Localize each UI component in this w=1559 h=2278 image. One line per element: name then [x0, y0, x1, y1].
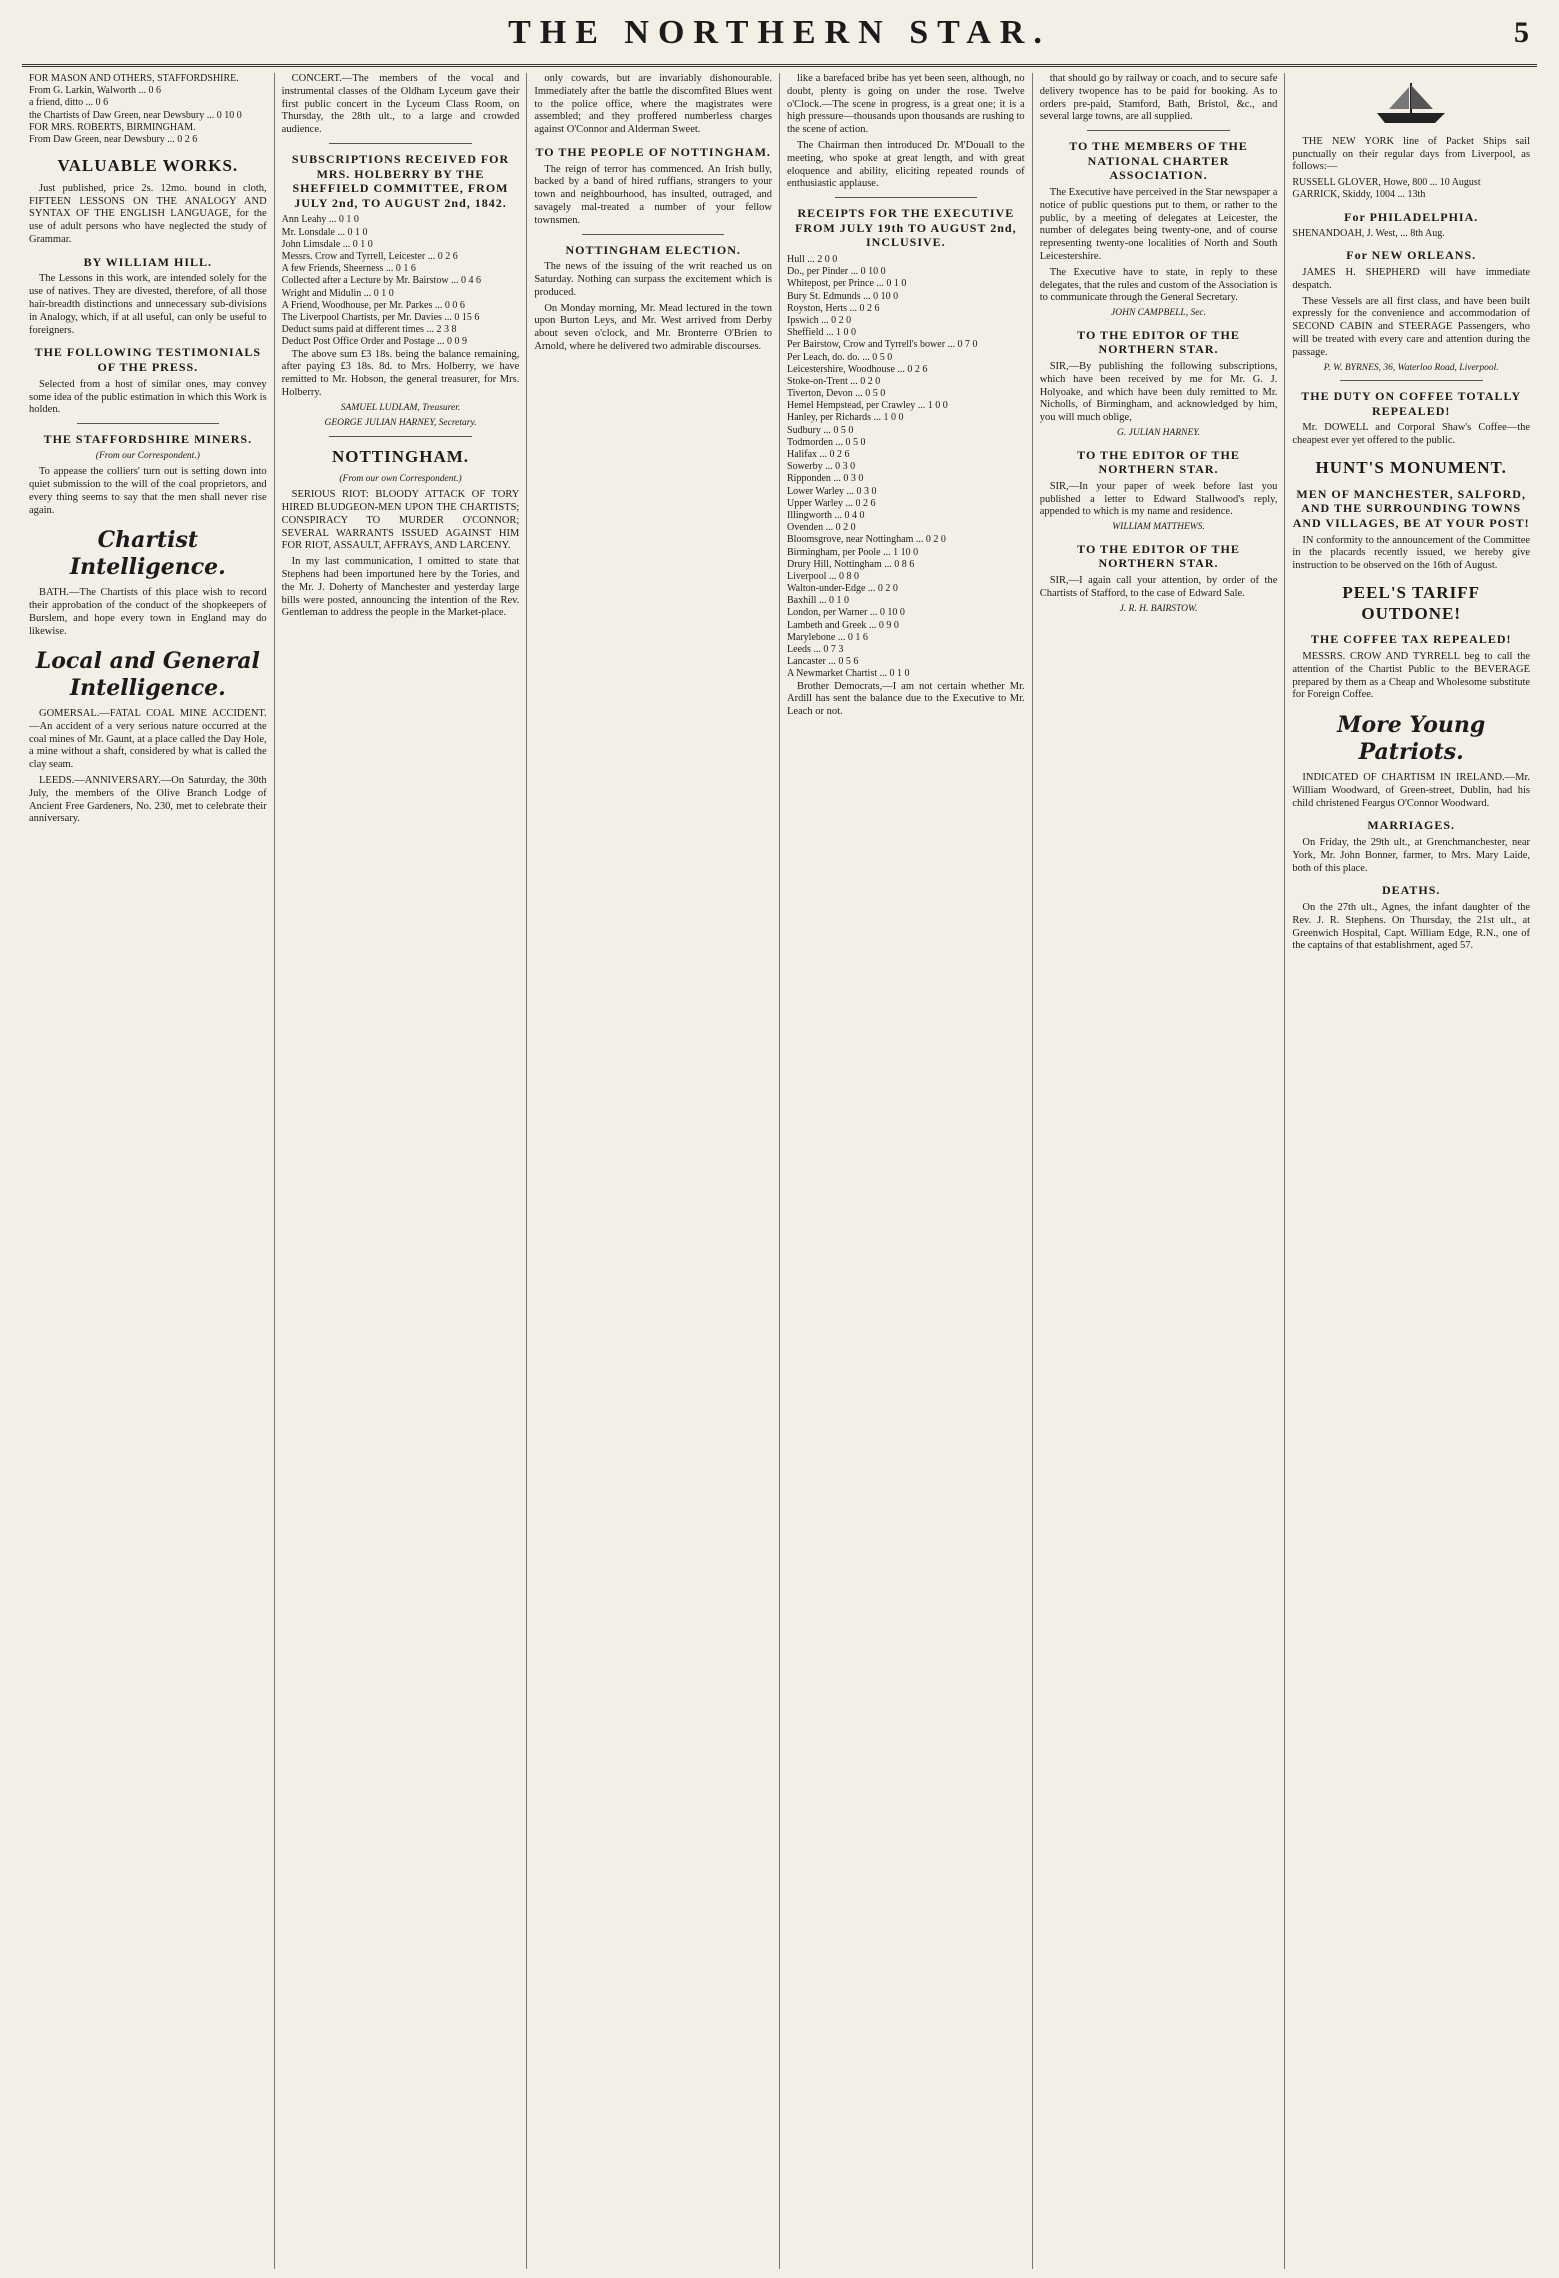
heading-new-orleans: For NEW ORLEANS. [1346, 248, 1477, 263]
ship-line: SHENANDOAH, J. West, ... 8th Aug. [1292, 228, 1445, 240]
heading-to-the-editor: TO THE EDITOR OF THE NORTHERN STAR. [1077, 541, 1240, 571]
signature: G. JULIAN HARNEY. [1117, 428, 1201, 439]
paragraph: that should go by railway or coach, and to secure safe delivery twopence has to be paid for booking. As to orders pre-paid, Stamford, Bath, Bristol, &c., and several large towns, are all supplied. [1039, 73, 1278, 123]
sub-line: Messrs. Crow and Tyrrell, Leicester ... 0 2 6 [281, 251, 458, 263]
heading-valuable-works: VALUABLE WORKS. [57, 156, 239, 176]
paragraph: like a barefaced bribe has yet been seen, although, no doubt, plenty is going on under the rose. Twelve o'Clock.—The scene in progress, is a great one; it is a high pressure—thousands upon thousands are rushing to the scene of action. [787, 73, 1025, 136]
receipt-line: Stoke-on-Trent ... 0 2 0 [787, 375, 881, 387]
ship-icon [1371, 79, 1451, 125]
column-3 [527, 73, 780, 2269]
receipt-line: Tiverton, Devon ... 0 5 0 [787, 388, 886, 400]
receipt-line: Sheffield ... 1 0 0 [787, 327, 856, 339]
masthead [22, 0, 1537, 67]
divider [1087, 130, 1230, 131]
paragraph: The Executive have to state, in reply to these delegates, that the rules and custom of the Association is to communicate through the General Secretary. [1039, 266, 1278, 304]
sub-line: From Daw Green, near Dewsbury ... 0 2 6 [29, 133, 198, 145]
heading-peels-tariff: PEEL'S TARIFF OUTDONE! [1342, 583, 1480, 623]
column-4 [780, 73, 1033, 2269]
sub-line: Collected after a Lecture by Mr. Bairstow ... 0 4 6 [281, 275, 482, 287]
receipt-line: Todmorden ... 0 5 0 [787, 436, 866, 448]
sub-line: Wright and Midulin ... 0 1 0 [281, 287, 394, 299]
paragraph: These Vessels are all first class, and have been built expressly for the convenience and accommodation of SECOND CABIN and STEERAGE Passengers, who will be treated with every care and attention during the passage. [1292, 295, 1531, 358]
column-2 [275, 73, 528, 2269]
sub-line: John Limsdale ... 0 1 0 [281, 238, 373, 250]
paragraph: The Executive have perceived in the Star newspaper a notice of public questions put to them, or rather to the public, by a meeting of delegates at Leicester, the number of delegates being twenty-one, and of course representing twenty-one localities of North and South Leicestershire. [1039, 187, 1278, 263]
divider [329, 436, 472, 437]
heading-to-the-members: TO THE MEMBERS OF THE NATIONAL CHARTER ASSOCIATION. [1069, 139, 1248, 183]
paragraph: SIR,—In your paper of week before last you published a letter to Edward Stallwood's reply, appended to which is my name and residence. [1039, 480, 1278, 518]
receipt-line: Marylebone ... 0 1 6 [787, 631, 868, 643]
columns [22, 73, 1537, 2269]
signature: P. W. BYRNES, 36, Waterloo Road, Liverpool. [1323, 362, 1499, 373]
heading-nottingham-election: NOTTINGHAM ELECTION. [565, 242, 741, 257]
heading-to-the-editor: TO THE EDITOR OF THE NORTHERN STAR. [1077, 447, 1240, 477]
heading-testimonials: THE FOLLOWING TESTIMONIALS OF THE PRESS. [34, 345, 262, 375]
sub-line: From G. Larkin, Walworth ... 0 6 [29, 85, 162, 97]
page-number: 5 [1514, 16, 1529, 49]
paragraph: The Chairman then introduced Dr. M'Douall to the meeting, who spoke at great length, and with great eloquence and ability, eliciting repeated rounds of enthusiastic applause. [787, 139, 1025, 190]
heading-hunts-monument: HUNT'S MONUMENT. [1315, 458, 1507, 477]
column-5 [1033, 73, 1286, 2269]
divider [77, 423, 220, 424]
receipt-line: Leeds ... 0 7 3 [787, 644, 844, 656]
heading-young-patriots: More Young Patriots. [1337, 712, 1486, 766]
column-1 [22, 73, 275, 2269]
receipt-line: Bloomsgrove, near Nottingham ... 0 2 0 [787, 534, 946, 546]
signature: J. R. H. BAIRSTOW. [1119, 603, 1198, 614]
receipt-line: Leicestershire, Woodhouse ... 0 2 6 [787, 363, 928, 375]
signature: SAMUEL LUDLAM, Treasurer. [340, 402, 461, 413]
paragraph: Just published, price 2s. 12mo. bound in cloth, FIFTEEN LESSONS ON THE ANALOGY AND SYNTAX OF THE ENGLISH LANGUAGE, for the use of adult persons who have neglected the study of Grammar. [29, 182, 267, 246]
receipt-line: Whitepost, per Prince ... 0 1 0 [787, 278, 907, 290]
receipt-line: Ipswich ... 0 2 0 [787, 314, 852, 326]
paragraph: The Lessons in this work, are intended solely for the use of natives. They are divested, therefore, of all those hair-breadth distinctions and unnecessary sub-divisions in Analogy, which, if at all useful, can only be useful to foreigners. [29, 273, 267, 336]
divider [1340, 380, 1483, 381]
column-6 [1285, 73, 1537, 2269]
heading-chartist-intelligence: Chartist Intelligence. [69, 527, 226, 581]
receipt-line: Illingworth ... 0 4 0 [787, 509, 865, 521]
paragraph: BATH.—The Chartists of this place wish to record their approbation of the conduct of the shopkeepers of Burslem, and hope every town in England may do likewise. [29, 587, 267, 637]
paragraph: On the 27th ult., Agnes, the infant daughter of the Rev. J. R. Stephens. On Thursday, the 21st ult., at Greenwich Hospital, Capt. William Edge, R.N., one of the captains of that establishment, aged 57. [1292, 901, 1531, 952]
sub-line: FOR MASON AND OTHERS, STAFFORDSHIRE. [29, 73, 239, 84]
signature: JOHN CAMPBELL, Sec. [1111, 308, 1207, 319]
subheading: (From our own Correspondent.) [339, 473, 462, 484]
receipts-list [787, 254, 1025, 681]
paragraph: On Monday morning, Mr. Mead lectured in the town upon Burton Leys, and Mr. West arrived from Derby about seven o'clock, and Mr. Bronterre O'Brien to Arnold, where he delivered two admirable discourses. [534, 302, 773, 352]
paragraph: SIR,—I again call your attention, by order of the Chartists of Stafford, to the case of Edward Sale. [1039, 575, 1278, 599]
paragraph: GOMERSAL.—FATAL COAL MINE ACCIDENT.—An accident of a very serious nature occurred at the coal mines of Mr. Gaunt, at a place called the Day Hole, a mine without a shaft, considered by what is called the clay seam. [29, 707, 267, 771]
subheading: (From our Correspondent.) [95, 450, 200, 461]
receipt-line: Ovenden ... 0 2 0 [787, 522, 856, 534]
signature: GEORGE JULIAN HARNEY, Secretary. [324, 418, 477, 429]
heading-philadelphia: For PHILADELPHIA. [1344, 209, 1479, 224]
heading-receipts: RECEIPTS FOR THE EXECUTIVE FROM JULY 19th TO AUGUST 2nd, INCLUSIVE. [795, 206, 1017, 250]
heading-staffordshire-miners: THE STAFFORDSHIRE MINERS. [43, 432, 253, 447]
receipt-line: Lower Warley ... 0 3 0 [787, 485, 877, 497]
receipt-line: Baxhill ... 0 1 0 [787, 595, 849, 607]
sub-line: Deduct Post Office Order and Postage ... 0 0 9 [281, 336, 468, 348]
paragraph: CONCERT.—The members of the vocal and instrumental classes of the Oldham Lyceum gave their first public concert in the Lyceum Class Room, on Thursday, the 28th ult., to a large and crowded audience. [281, 73, 520, 136]
sub-line: a friend, ditto ... 0 6 [29, 97, 109, 109]
receipt-line: Birmingham, per Poole ... 1 10 0 [787, 546, 919, 558]
subheading: MEN OF MANCHESTER, SALFORD, AND THE SURROUNDING TOWNS AND VILLAGES, BE AT YOUR POST! [1292, 486, 1530, 530]
paragraph: SIR,—By publishing the following subscriptions, which have been received by me for Mr. G. J. Holyoake, and which have been duly remitted to Mr. Nicholls, of Birmingham, and acknowledged by him, you will much oblige, [1039, 361, 1278, 424]
paragraph: Selected from a host of similar ones, may convey some idea of the public estimation in which this Work is holden. [29, 378, 267, 416]
signature: WILLIAM MATTHEWS. [1112, 522, 1205, 533]
heading-subscriptions: SUBSCRIPTIONS RECEIVED FOR MRS. HOLBERRY BY THE SHEFFIELD COMMITTEE, FROM JULY 2nd, TO AUGUST 2nd, 1842. [291, 151, 510, 210]
receipt-line: Hull ... 2 0 0 [787, 254, 838, 266]
receipt-line: Royston, Herts ... 0 2 6 [787, 302, 880, 314]
sub-line: Deduct sums paid at different times ... 2 3 8 [281, 324, 457, 336]
paragraph: The news of the issuing of the writ reached us on Saturday. Nothing can surpass the excitement which is produced. [534, 261, 773, 298]
heading-deaths: DEATHS. [1381, 883, 1441, 898]
paragraph: JAMES H. SHEPHERD will have immediate despatch. [1292, 267, 1531, 291]
sub-line: FOR MRS. ROBERTS, BIRMINGHAM. [29, 121, 196, 133]
heading-nottingham: NOTTINGHAM. [331, 446, 470, 466]
receipt-line: A Newmarket Chartist ... 0 1 0 [787, 668, 910, 680]
heading-to-the-people: TO THE PEOPLE OF NOTTINGHAM. [535, 144, 771, 159]
receipt-line: Walton-under-Edge ... 0 2 0 [787, 583, 898, 595]
paragraph: Mr. DOWELL and Corporal Shaw's Coffee—the cheapest ever yet offered to the public. [1292, 422, 1531, 447]
paragraph: IN conformity to the announcement of the Committee in the placards recently issued, we hereby give instruction to be observed on the 16th of August. [1292, 534, 1531, 572]
paragraph: LEEDS.—ANNIVERSARY.—On Saturday, the 30th July, the members of the Olive Branch Lodge of Ancient Free Gardeners, No. 230, met to celebrate their anniversary. [29, 774, 267, 825]
paragraph: only cowards, but are invariably dishonourable. Immediately after the battle the discomfited Blues went to the police office, where the magistrates were assembled; and they proffered numberless charges against O'Connor and Alderman Sweet. [534, 73, 773, 136]
ship-line: RUSSELL GLOVER, Howe, 800 ... 10 August [1292, 177, 1481, 189]
receipt-line: Ripponden ... 0 3 0 [787, 473, 864, 485]
heading-to-the-editor: TO THE EDITOR OF THE NORTHERN STAR. [1077, 327, 1240, 357]
receipt-line: Halifax ... 0 2 6 [787, 449, 850, 461]
receipt-line: Do., per Pinder ... 0 10 0 [787, 266, 886, 278]
receipt-line: Drury Hill, Nottingham ... 0 8 6 [787, 558, 915, 570]
paragraph: INDICATED OF CHARTISM IN IRELAND.—Mr. William Woodward, of Green-street, Dublin, had his child christened Feargus O'Connor Woodward. [1292, 771, 1531, 809]
heading-coffee-duty: THE DUTY ON COFFEE TOTALLY REPEALED! [1301, 389, 1522, 418]
sub-line: Ann Leahy ... 0 1 0 [281, 214, 359, 226]
receipt-line: Per Bairstow, Crow and Tyrrell's bower ... 0 7 0 [787, 339, 978, 351]
receipt-line: Sowerby ... 0 3 0 [787, 461, 856, 473]
newspaper-title: THE NORTHERN STAR. [508, 14, 1051, 51]
ship-illustration [1292, 79, 1530, 130]
paragraph: Brother Democrats,—I am not certain whether Mr. Ardill has sent the balance due to the Executive to Mr. Leach or not. [787, 680, 1025, 718]
receipt-line: Liverpool ... 0 8 0 [787, 570, 859, 582]
paragraph: In my last communication, I omitted to state that Stephens had been importuned here by the Tories, and the Mr. J. Doherty of Manchester and yesterday large bills were posted, announcing the intention of the Rev. Gentleman to address the people in the Market-place. [281, 556, 520, 619]
paragraph: The above sum £3 18s. being the balance remaining, after paying £3 18s. 8d. to Mrs. Holberry, we have remitted to Mr. Hobson, the general treasurer, for Mrs. Holberry. [281, 348, 520, 398]
sub-line: The Liverpool Chartists, per Mr. Davies ... 0 15 6 [281, 311, 480, 323]
receipt-line: Lancaster ... 0 5 6 [787, 656, 859, 668]
receipt-line: Hemel Hempstead, per Crawley ... 1 0 0 [787, 400, 948, 412]
receipt-line: Sudbury ... 0 5 0 [787, 424, 854, 436]
paragraph: THE NEW YORK line of Packet Ships sail punctually on their regular days from Liverpool, as follows:— [1292, 135, 1531, 173]
receipt-line: Hanley, per Richards ... 1 0 0 [787, 412, 904, 424]
paragraph: SERIOUS RIOT: BLOODY ATTACK OF TORY HIRED BLUDGEON-MEN UPON THE CHARTISTS; CONSPIRACY TO MURDER O'CONNOR; SEVERAL WARRANTS ISSUED AGAINST HIM FOR RIOT, ASSAULT, AFFRAYS, AND LARCENY. [281, 489, 520, 552]
sub-line: A Friend, Woodhouse, per Mr. Parkes ... 0 0 6 [281, 299, 465, 311]
paragraph: The reign of terror has commenced. An Irish bully, backed by a band of hired ruffians, strangers to your town and neighbourhood, has insulted, outraged, and savagely mal-treated a number of your fellow townsmen. [534, 163, 773, 226]
receipt-line: London, per Warner ... 0 10 0 [787, 607, 905, 619]
subheading: THE COFFEE TAX REPEALED! [1310, 632, 1512, 647]
receipt-line: Upper Warley ... 0 2 6 [787, 497, 876, 509]
paragraph: MESSRS. CROW AND TYRRELL beg to call the attention of the Chartist Public to the BEVERAGE prepared by them as a Cheap and Wholesome substitute for Foreign Coffee. [1292, 651, 1531, 701]
paragraph: On Friday, the 29th ult., at Grenchmanchester, near York, Mr. John Bonner, farmer, to Mrs. Mary Laide, both of this place. [1292, 836, 1531, 874]
receipt-line: Bury St. Edmunds ... 0 10 0 [787, 290, 899, 302]
receipt-line: Per Leach, do. do. ... 0 5 0 [787, 351, 893, 363]
sub-line: A few Friends, Sheerness ... 0 1 6 [281, 263, 416, 275]
receipt-line: Lambeth and Greek ... 0 9 0 [787, 619, 899, 631]
heading-local-intelligence: Local and General Intelligence. [35, 648, 260, 702]
sub-line: Mr. Lonsdale ... 0 1 0 [281, 226, 368, 238]
divider [582, 234, 725, 235]
sub-line: the Chartists of Daw Green, near Dewsbury ... 0 10 0 [29, 109, 242, 121]
byline: BY WILLIAM HILL. [83, 254, 213, 269]
heading-marriages: MARRIAGES. [1367, 818, 1456, 833]
divider [835, 197, 978, 198]
ship-line: GARRICK, Skiddy, 1004 ... 13th [1292, 189, 1426, 201]
paragraph: To appease the colliers' turn out is setting down into quiet submission to the will of the coal proprietors, and every thing seems to say that the men shall never rise again. [29, 466, 267, 516]
divider [329, 143, 472, 144]
